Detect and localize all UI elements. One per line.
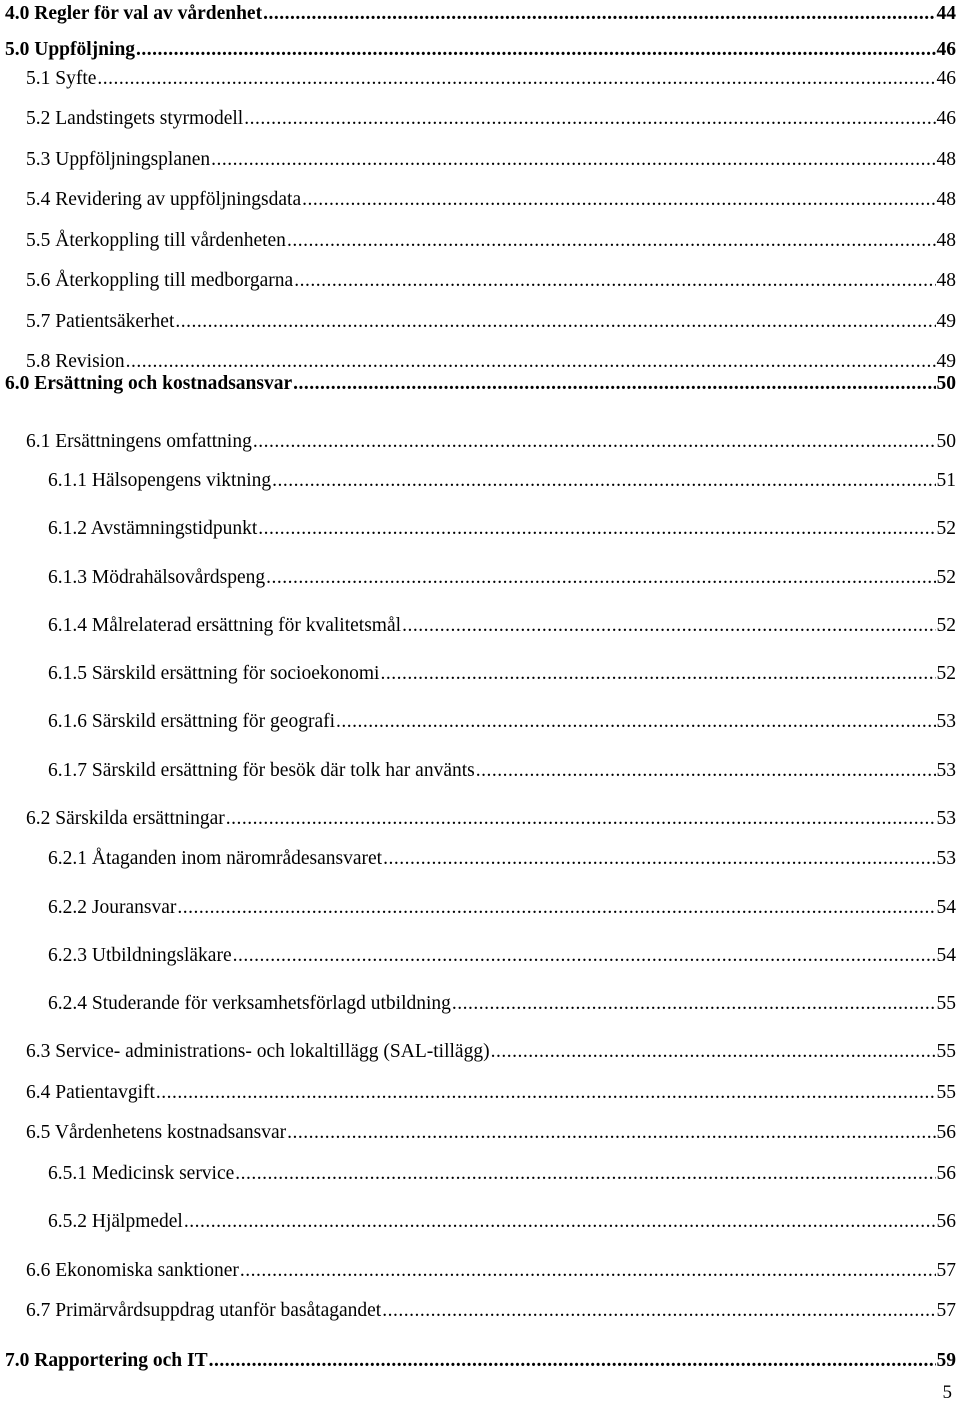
dot-leader xyxy=(336,710,935,734)
toc-page-number: 53 xyxy=(936,808,956,829)
toc-entry-title: 5.1 Syfte xyxy=(26,68,97,89)
toc-entry-title: 6.1.1 Hälsopengens viktning xyxy=(48,470,272,491)
toc-entry[interactable] xyxy=(5,2,956,26)
dot-leader xyxy=(402,614,935,638)
toc-page-number: 46 xyxy=(936,39,956,60)
toc-page-number: 48 xyxy=(936,230,956,251)
toc-entry[interactable] xyxy=(26,430,956,454)
toc-entry-title: 6.1 Ersättningens omfattning xyxy=(26,431,252,452)
toc-entry[interactable] xyxy=(48,944,956,968)
toc-entry-title: 6.2.3 Utbildningsläkare xyxy=(48,945,232,966)
toc-entry-title: 6.3 Service- administrations- och lokaltillägg (SAL-tillägg) xyxy=(26,1041,490,1062)
dot-leader xyxy=(184,1210,936,1234)
toc-entry-title: 6.2.1 Åtaganden inom närområdesansvaret xyxy=(48,848,383,869)
toc-page-number: 49 xyxy=(936,351,956,372)
toc-entry[interactable] xyxy=(48,662,956,686)
toc-page-number: 56 xyxy=(936,1163,956,1184)
toc-entry-title: 5.4 Revidering av uppföljningsdata xyxy=(26,189,302,210)
dot-leader xyxy=(266,566,935,590)
toc-entry[interactable] xyxy=(48,469,956,493)
toc-entry[interactable] xyxy=(26,1081,956,1105)
toc-page-number: 59 xyxy=(936,1350,956,1371)
toc-entry[interactable] xyxy=(48,1210,956,1234)
toc-entry[interactable] xyxy=(26,148,956,172)
toc-entry-title: 6.7 Primärvårdsuppdrag utanför basåtagandet xyxy=(26,1300,382,1321)
dot-leader xyxy=(233,944,936,968)
toc-entry[interactable] xyxy=(5,1349,956,1373)
toc-entry[interactable] xyxy=(48,847,956,871)
dot-leader xyxy=(476,759,936,783)
toc-page-number: 54 xyxy=(936,945,956,966)
toc-page-number: 44 xyxy=(936,3,956,24)
dot-leader xyxy=(156,1081,936,1105)
toc-entry-title: 5.3 Uppföljningsplanen xyxy=(26,149,211,170)
toc-entry-title: 6.1.2 Avstämningstidpunkt xyxy=(48,518,258,539)
dot-leader xyxy=(177,896,935,920)
toc-entry[interactable] xyxy=(48,896,956,920)
toc-entry[interactable] xyxy=(5,372,956,396)
dot-leader xyxy=(272,469,935,493)
dot-leader xyxy=(263,2,935,26)
toc-entry-title: 6.1.6 Särskild ersättning för geografi xyxy=(48,711,336,732)
dot-leader xyxy=(294,269,935,293)
toc-page-number: 48 xyxy=(936,149,956,170)
toc-entry[interactable] xyxy=(48,710,956,734)
toc-page-number: 57 xyxy=(936,1300,956,1321)
toc-page-number: 57 xyxy=(936,1260,956,1281)
dot-leader xyxy=(383,847,935,871)
toc-entry[interactable] xyxy=(26,1299,956,1323)
toc-page-number: 52 xyxy=(936,615,956,636)
dot-leader xyxy=(287,229,936,253)
toc-page-number: 51 xyxy=(936,470,956,491)
toc-entry-title: 5.6 Återkoppling till medborgarna xyxy=(26,270,294,291)
toc-entry-title: 6.1.3 Mödrahälsovårdspeng xyxy=(48,567,266,588)
toc-entry-title: 5.5 Återkoppling till vårdenheten xyxy=(26,230,286,251)
toc-page-number: 55 xyxy=(936,1041,956,1062)
toc-entry[interactable] xyxy=(26,229,956,253)
toc-entry[interactable] xyxy=(48,759,956,783)
toc-page-number: 50 xyxy=(936,373,956,394)
toc-entry[interactable] xyxy=(26,1040,956,1064)
toc-entry-title: 7.0 Rapportering och IT xyxy=(5,1350,208,1371)
toc-entry-title: 6.1.5 Särskild ersättning för socioekonomi xyxy=(48,663,380,684)
dot-leader xyxy=(97,67,935,91)
toc-page-number: 48 xyxy=(936,189,956,210)
toc-entry-title: 6.1.4 Målrelaterad ersättning för kvalitetsmål xyxy=(48,615,402,636)
toc-page-number: 55 xyxy=(936,1082,956,1103)
toc-entry[interactable] xyxy=(26,807,956,831)
toc-page-number: 53 xyxy=(936,848,956,869)
toc-entry[interactable] xyxy=(48,566,956,590)
dot-leader xyxy=(452,992,936,1016)
toc-entry[interactable] xyxy=(48,992,956,1016)
dot-leader xyxy=(136,38,935,62)
toc-page-number: 53 xyxy=(936,711,956,732)
toc-entry[interactable] xyxy=(26,188,956,212)
toc-entry[interactable] xyxy=(26,67,956,91)
toc-page-number: 52 xyxy=(936,567,956,588)
toc-entry-title: 5.8 Revision xyxy=(26,351,125,372)
toc-entry-title: 6.4 Patientavgift xyxy=(26,1082,155,1103)
dot-leader xyxy=(244,107,935,131)
dot-leader xyxy=(226,807,936,831)
dot-leader xyxy=(235,1162,935,1186)
toc-entry-title: 6.2.4 Studerande för verksamhetsförlagd utbildning xyxy=(48,993,451,1014)
toc-entry[interactable] xyxy=(48,1162,956,1186)
toc-page-number: 52 xyxy=(936,663,956,684)
dot-leader xyxy=(491,1040,936,1064)
toc-entry-title: 6.1.7 Särskild ersättning för besök där tolk har använts xyxy=(48,760,475,781)
toc-entry-title: 6.0 Ersättning och kostnadsansvar xyxy=(5,373,293,394)
toc-entry[interactable] xyxy=(26,310,956,334)
toc-entry-title: 4.0 Regler för val av vårdenhet xyxy=(5,3,263,24)
dot-leader xyxy=(380,662,935,686)
dot-leader xyxy=(382,1299,935,1323)
toc-entry[interactable] xyxy=(26,1259,956,1283)
toc-page-number: 56 xyxy=(936,1122,956,1143)
toc-entry[interactable] xyxy=(26,107,956,131)
toc-page-number: 46 xyxy=(936,108,956,129)
toc-entry[interactable] xyxy=(48,517,956,541)
toc-page-number: 48 xyxy=(936,270,956,291)
dot-leader xyxy=(211,148,935,172)
toc-entry-title: 6.2.2 Jouransvar xyxy=(48,897,177,918)
toc-entry[interactable] xyxy=(26,269,956,293)
dot-leader xyxy=(175,310,935,334)
toc-entry[interactable] xyxy=(26,1121,956,1145)
toc-page-number: 50 xyxy=(936,431,956,452)
toc-page-number: 46 xyxy=(936,68,956,89)
dot-leader xyxy=(302,188,935,212)
toc-entry-title: 6.2 Särskilda ersättningar xyxy=(26,808,225,829)
dot-leader xyxy=(293,372,935,396)
dot-leader xyxy=(240,1259,936,1283)
toc-entry-title: 5.2 Landstingets styrmodell xyxy=(26,108,244,129)
toc-entry[interactable] xyxy=(5,38,956,62)
dot-leader xyxy=(209,1349,936,1373)
toc-entry[interactable] xyxy=(26,350,956,374)
toc-entry-title: 6.5.1 Medicinsk service xyxy=(48,1163,235,1184)
toc-entry-title: 5.0 Uppföljning xyxy=(5,39,136,60)
toc-page-number: 54 xyxy=(936,897,956,918)
toc-page-number: 55 xyxy=(936,993,956,1014)
toc-entry-title: 6.5.2 Hjälpmedel xyxy=(48,1211,183,1232)
toc-entry-title: 6.6 Ekonomiska sanktioner xyxy=(26,1260,239,1281)
page-number: 5 xyxy=(942,1382,952,1403)
toc-entry-title: 6.5 Vårdenhetens kostnadsansvar xyxy=(26,1122,287,1143)
dot-leader xyxy=(126,350,936,374)
dot-leader xyxy=(287,1121,935,1145)
toc-page-number: 56 xyxy=(936,1211,956,1232)
toc-entry-title: 5.7 Patientsäkerhet xyxy=(26,311,175,332)
dot-leader xyxy=(258,517,935,541)
toc-page-number: 52 xyxy=(936,518,956,539)
toc-page-number: 53 xyxy=(936,760,956,781)
toc-entry[interactable] xyxy=(48,614,956,638)
toc-page-number: 49 xyxy=(936,311,956,332)
dot-leader xyxy=(253,430,936,454)
